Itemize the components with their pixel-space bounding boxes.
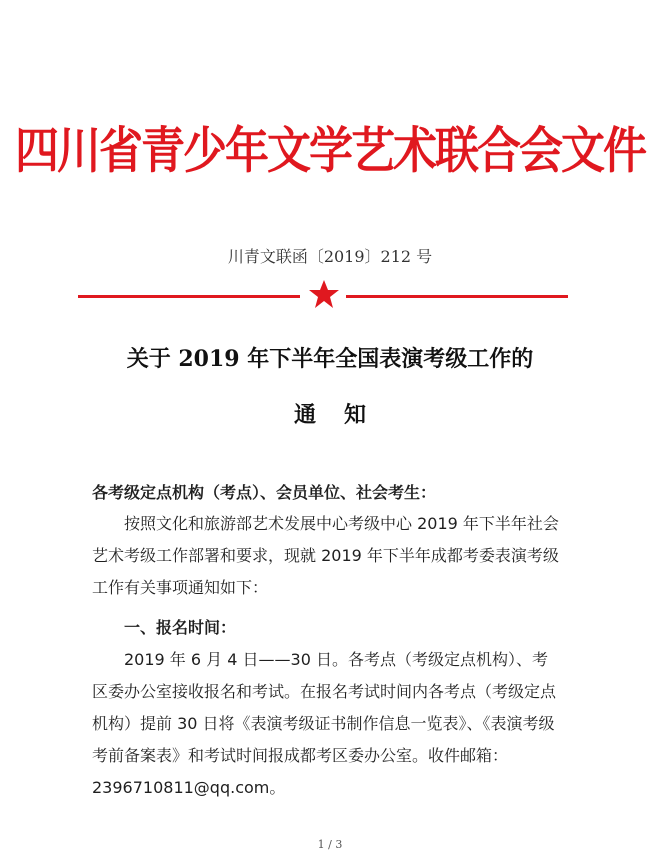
paragraph-intro: 按照文化和旅游部艺术发展中心考级中心 2019 年下半年社会艺术考级工作部署和要求，现就 2019 年下半年成都考委表演考级工作有关事项通知如下： [92, 514, 559, 597]
paragraph-registration-details: 2019 年 6 月 4 日——30 日。各考点（考级定点机构）、考区委办公室接收报名和考试。在报名考试时间内各考点（考级定点机构）提前 30 日将《表演考级证书制作信息一览表》、《表演考级考前备案表》和考试时间报成都考区委办公室。收件邮箱：2396710811@qq.com。 [92, 650, 557, 797]
recipients-line: 各考级定点机构（考点）、会员单位、社会考生： [92, 483, 437, 502]
star-icon [308, 278, 340, 310]
org-header-title: 四川省青少年文学艺术联合会文件 [15, 122, 645, 180]
section-heading-registration-time: 一、报名时间： [124, 618, 237, 637]
document-number: 川青文联函〔2019〕212 号 [227, 247, 433, 266]
page-number: 1 / 3 [317, 838, 343, 851]
red-divider-right [346, 295, 568, 298]
notice-subtitle: 通知 [293, 402, 394, 428]
notice-title: 关于 2019 年下半年全国表演考级工作的 [126, 346, 534, 372]
red-divider-left [78, 295, 300, 298]
